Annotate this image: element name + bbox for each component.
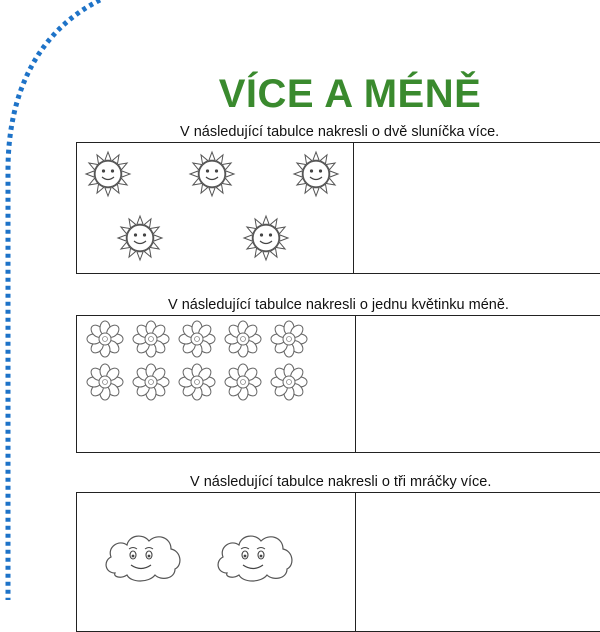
flower-icon [223, 319, 263, 364]
table-2-left-cell [77, 316, 355, 452]
sun-icon [83, 149, 133, 204]
table-1 [76, 142, 600, 274]
table-2 [76, 315, 600, 453]
flower-icon [85, 319, 125, 364]
cloud-icon [101, 529, 185, 590]
table-3 [76, 492, 600, 632]
page-title: VÍCE A MÉNĚ [218, 72, 482, 116]
flower-icon [85, 362, 125, 407]
flower-icon [177, 362, 217, 407]
flower-icon [223, 362, 263, 407]
sun-icon [291, 149, 341, 204]
instruction-1: V následující tabulce nakresli o dvě sluníčka více. [180, 124, 500, 140]
instruction-2: V následující tabulce nakresli o jednu květinku méně. [168, 297, 509, 313]
flower-icon [269, 319, 309, 364]
cloud-icon [213, 529, 297, 590]
instruction-3: V následující tabulce nakresli o tři mráčky více. [190, 474, 492, 490]
flower-icon [131, 362, 171, 407]
table-1-right-cell[interactable] [354, 143, 600, 273]
sun-icon [187, 149, 237, 204]
flower-icon [131, 319, 171, 364]
sun-icon [241, 213, 291, 268]
table-1-left-cell [77, 143, 353, 273]
flower-icon [177, 319, 217, 364]
sun-icon [115, 213, 165, 268]
table-3-right-cell[interactable] [356, 493, 600, 631]
flower-icon [269, 362, 309, 407]
table-2-right-cell[interactable] [356, 316, 600, 452]
table-3-left-cell [77, 493, 355, 631]
